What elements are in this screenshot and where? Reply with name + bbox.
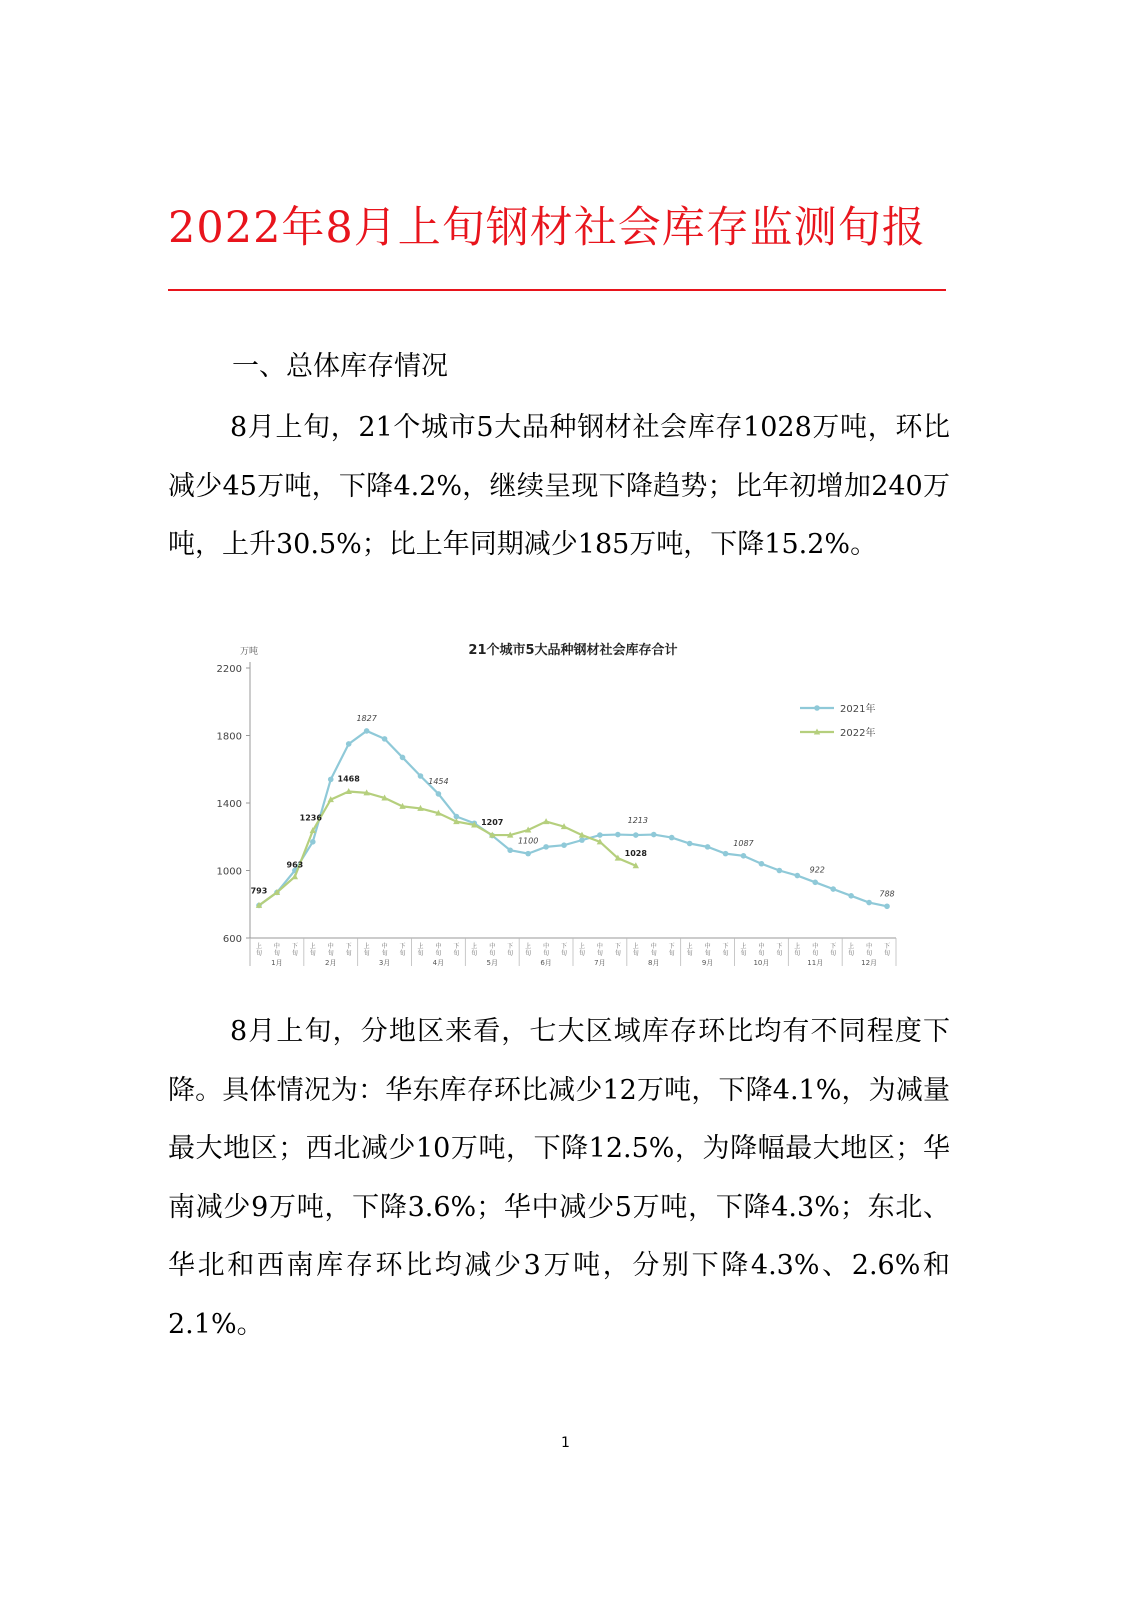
- x-tick-label-dekad: 下旬: [614, 943, 621, 957]
- data-point-2021: [346, 741, 352, 747]
- x-tick-label-dekad: 中旬: [650, 943, 657, 957]
- inventory-chart-svg: [200, 632, 910, 972]
- y-axis-unit-label: 万吨: [240, 647, 259, 657]
- data-label: 1454: [428, 776, 449, 786]
- x-tick-label-dekad: 中旬: [704, 943, 711, 957]
- x-tick-label-month: 11月: [807, 959, 824, 967]
- data-point-2021: [669, 835, 675, 841]
- x-tick-label-dekad: 中旬: [381, 943, 388, 957]
- y-tick-label: 600: [222, 934, 242, 945]
- x-tick-label-dekad: 下旬: [668, 943, 675, 957]
- data-point-2021: [884, 903, 890, 909]
- legend-marker: [814, 705, 820, 711]
- x-tick-label-dekad: 下旬: [776, 943, 783, 957]
- data-point-2021: [705, 844, 711, 850]
- x-tick-label-dekad: 下旬: [722, 943, 729, 957]
- legend-label: 2021年: [840, 704, 876, 715]
- x-tick-label-month: 1月: [271, 959, 283, 967]
- data-label: 1087: [733, 838, 754, 848]
- x-tick-label-month: 12月: [861, 959, 878, 967]
- data-point-2021: [777, 868, 783, 874]
- chart-title: 21个城市5大品种钢材社会库存合计: [468, 643, 678, 658]
- data-label: 922: [809, 865, 825, 875]
- x-tick-label-month: 8月: [648, 959, 660, 967]
- data-label: 793: [250, 886, 268, 896]
- x-tick-label-dekad: 中旬: [543, 943, 550, 957]
- x-tick-label-month: 2月: [325, 959, 337, 967]
- x-tick-label-dekad: 上旬: [794, 943, 801, 957]
- x-tick-label-dekad: 上旬: [255, 943, 262, 957]
- x-tick-label-month: 5月: [486, 959, 498, 967]
- data-label: 1468: [337, 774, 360, 784]
- data-label: 1207: [481, 818, 504, 828]
- data-point-2021: [759, 861, 765, 867]
- data-point-2021: [436, 791, 442, 797]
- data-label: 1236: [299, 813, 322, 823]
- x-tick-label-dekad: 中旬: [327, 943, 334, 957]
- paragraph-total-inventory: 8月上旬，21个城市5大品种钢材社会库存1028万吨，环比减少45万吨，下降4.2%，继续呈现下降趋势；比年初增加240万吨，上升30.5%；比上年同期减少185万吨，下降15.2%。: [168, 412, 950, 560]
- x-tick-label-dekad: 下旬: [830, 943, 837, 957]
- x-tick-label-month: 9月: [701, 959, 714, 967]
- x-tick-label-month: 6月: [540, 959, 552, 967]
- x-tick-label-dekad: 中旬: [758, 943, 765, 957]
- series-line-2022: [259, 792, 636, 906]
- data-point-2021: [310, 839, 316, 845]
- y-tick-label: 1000: [216, 866, 242, 878]
- data-label: 1100: [517, 836, 539, 846]
- series-line-2021: [259, 731, 887, 906]
- page-number: 1: [561, 1435, 570, 1451]
- data-point-2021: [328, 777, 334, 783]
- x-tick-label-month: 3月: [378, 959, 391, 967]
- x-tick-label-month: 10月: [753, 959, 770, 967]
- title-divider: [168, 289, 946, 291]
- data-point-2021: [795, 873, 801, 879]
- x-tick-label-dekad: 下旬: [561, 943, 568, 957]
- x-tick-label-dekad: 中旬: [812, 943, 819, 957]
- document-title: 2022年8月上旬钢材社会库存监测旬报: [168, 203, 926, 253]
- data-point-2021: [741, 853, 747, 859]
- data-label: 1028: [624, 848, 647, 858]
- section-heading: 一、总体库存情况: [232, 351, 448, 382]
- x-tick-label-dekad: 下旬: [884, 943, 891, 957]
- x-tick-label-dekad: 中旬: [435, 943, 442, 957]
- data-point-2021: [848, 893, 854, 899]
- x-tick-label-month: 4月: [432, 959, 445, 967]
- x-tick-label-dekad: 下旬: [345, 943, 352, 957]
- data-point-2021: [723, 851, 729, 857]
- paragraph-regional-inventory: 8月上旬，分地区来看，七大区域库存环比均有不同程度下降。具体情况为：华东库存环比减少12万吨，下降4.1%，为减量最大地区；西北减少10万吨，下降12.5%，为降幅最大地区；华南减少9万吨，下降3.6%；华中减少5万吨，下降4.3%；东北、华北和西南库存环比均减少3万吨，分别下降4.3%、2.6%和2.1%。: [168, 1016, 950, 1340]
- data-point-2021: [543, 844, 549, 850]
- data-point-2021: [651, 832, 657, 838]
- x-tick-label-dekad: 上旬: [578, 943, 585, 957]
- x-tick-label-dekad: 上旬: [686, 943, 693, 957]
- inventory-chart: [200, 632, 910, 972]
- data-point-2021: [579, 837, 585, 843]
- x-tick-label-dekad: 上旬: [363, 943, 370, 957]
- x-tick-label-dekad: 上旬: [632, 943, 639, 957]
- data-point-2021: [382, 736, 388, 742]
- data-point-2021: [400, 755, 406, 761]
- data-label: 1213: [627, 816, 648, 826]
- x-tick-label-dekad: 上旬: [417, 943, 424, 957]
- x-tick-label-dekad: 下旬: [291, 943, 298, 957]
- x-tick-label-dekad: 下旬: [453, 943, 460, 957]
- x-tick-label-dekad: 中旬: [866, 943, 873, 957]
- x-tick-label-dekad: 上旬: [471, 943, 478, 957]
- x-tick-label-month: 7月: [594, 959, 606, 967]
- x-tick-label-dekad: 中旬: [489, 943, 496, 957]
- data-point-2021: [561, 842, 567, 848]
- x-tick-label-dekad: 上旬: [309, 943, 316, 957]
- data-point-2021: [507, 847, 513, 853]
- y-tick-label: 2200: [216, 664, 242, 675]
- data-point-2021: [364, 728, 370, 734]
- data-point-2021: [633, 832, 639, 838]
- x-tick-label-dekad: 上旬: [525, 943, 532, 957]
- x-tick-label-dekad: 上旬: [848, 943, 855, 957]
- x-tick-label-dekad: 上旬: [740, 943, 747, 957]
- data-point-2021: [615, 832, 621, 838]
- data-point-2021: [597, 832, 603, 838]
- legend-label: 2022年: [840, 728, 876, 739]
- data-label: 788: [879, 889, 895, 899]
- data-point-2021: [687, 841, 693, 847]
- x-tick-label-dekad: 下旬: [507, 943, 514, 957]
- data-point-2021: [830, 886, 836, 892]
- data-point-2021: [812, 880, 818, 886]
- data-point-2021: [418, 773, 424, 779]
- x-tick-label-dekad: 中旬: [273, 943, 280, 957]
- data-point-2021: [866, 900, 872, 906]
- data-label: 1827: [356, 713, 377, 723]
- x-tick-label-dekad: 中旬: [596, 943, 603, 957]
- data-point-2021: [525, 851, 531, 857]
- x-tick-label-dekad: 下旬: [399, 943, 406, 957]
- data-label: 963: [286, 860, 304, 870]
- y-tick-label: 1800: [216, 731, 242, 743]
- y-tick-label: 1400: [216, 799, 242, 810]
